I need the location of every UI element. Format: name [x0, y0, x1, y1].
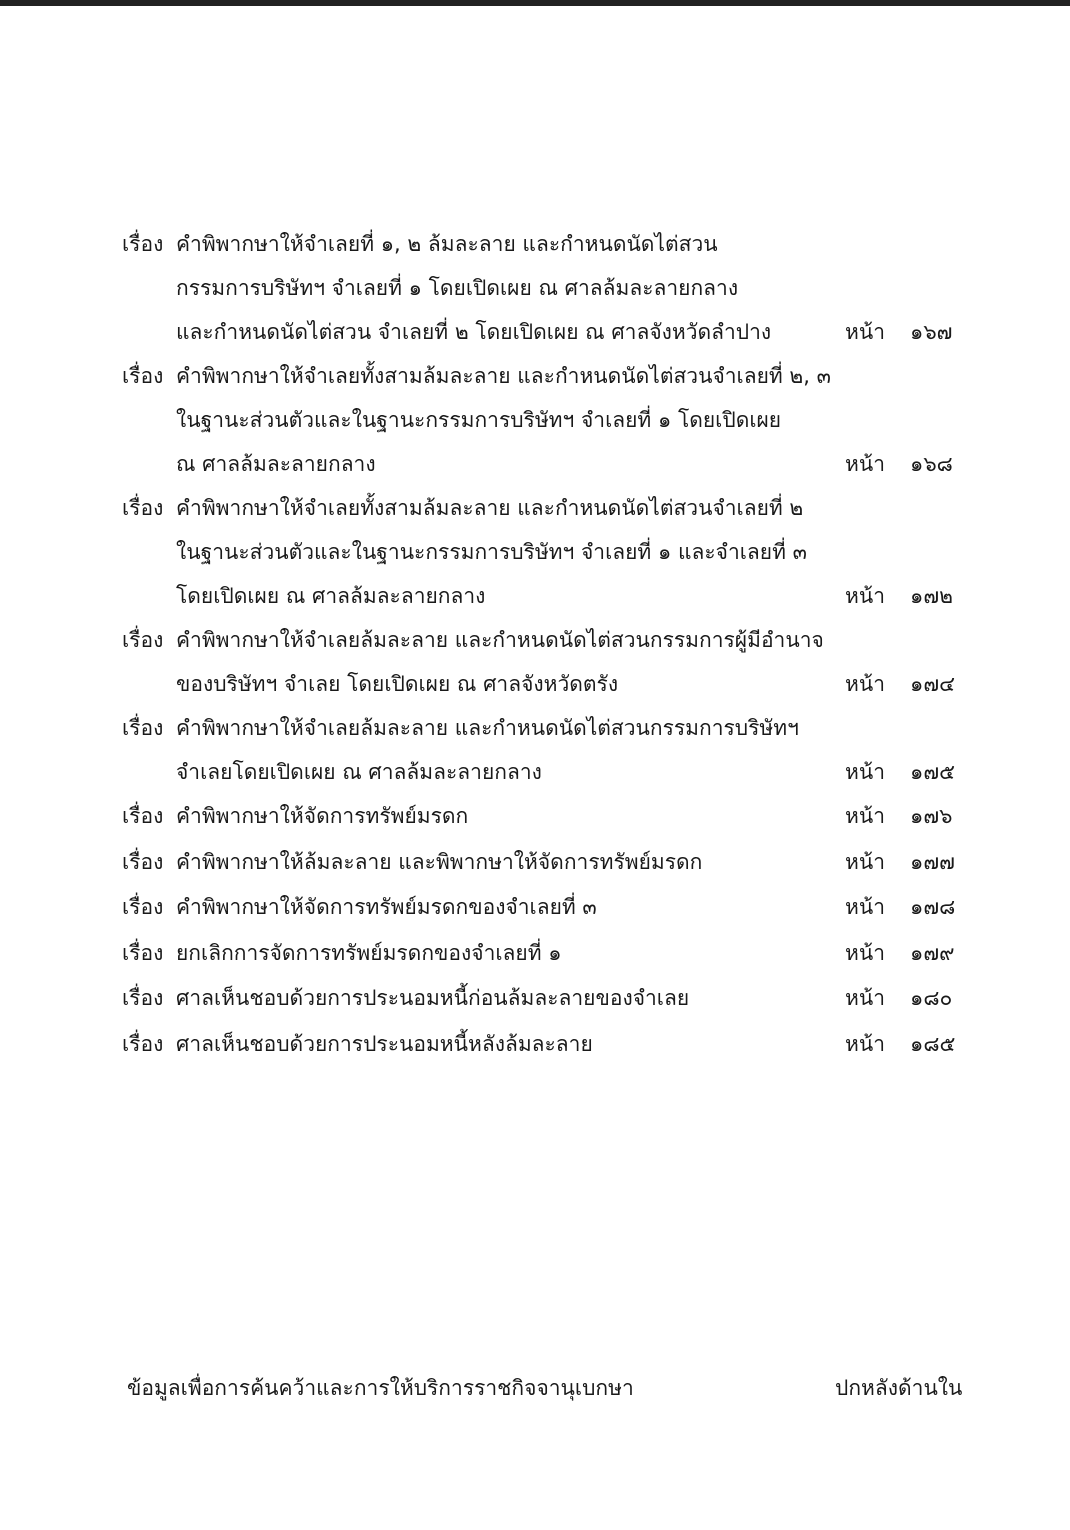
page-number: ๑๖๘ — [910, 452, 953, 476]
footer-source-note: ข้อมูลเพื่อการค้นคว้าและการให้บริการราชกิจจานุเบกษา — [127, 1376, 634, 1400]
entry-title-text: คำพิพากษาให้จัดการทรัพย์มรดก — [176, 804, 469, 828]
entry-title-text: ศาลเห็นชอบด้วยการประนอมหนี้หลังล้มละลาย — [176, 1031, 593, 1056]
page-number: ๑๘๐ — [910, 986, 953, 1010]
page-label: หน้า — [845, 986, 885, 1010]
entry-title-text: คำพิพากษาให้จำเลยทั้งสามล้มละลาย และกำหนดนัดไต่สวนจำเลยที่ ๒, ๓ — [176, 364, 831, 388]
toc-entry-line — [122, 662, 962, 706]
toc-entry-line — [122, 750, 962, 794]
page-number: ๑๗๙ — [910, 940, 955, 965]
page-number: ๑๖๗ — [910, 320, 953, 344]
page-label: หน้า — [845, 940, 885, 965]
table-of-contents — [122, 222, 962, 1067]
toc-entry-line — [122, 442, 962, 486]
toc-entry — [122, 976, 962, 1022]
entry-label: เรื่อง — [122, 940, 164, 965]
toc-entry-line — [122, 222, 962, 266]
entry-label: เรื่อง — [122, 628, 164, 652]
entry-title-text: คำพิพากษาให้จำเลยล้มละลาย และกำหนดนัดไต่สวนกรรมการบริษัทฯ — [176, 716, 799, 740]
entry-label: เรื่อง — [122, 716, 164, 740]
toc-entry — [122, 1022, 962, 1068]
entry-label: เรื่อง — [122, 804, 164, 828]
page-number: ๑๗๗ — [910, 849, 955, 874]
toc-entry — [122, 885, 962, 931]
entry-title-text: คำพิพากษาให้จำเลยล้มละลาย และกำหนดนัดไต่สวนกรรมการผู้มีอำนาจ — [176, 628, 824, 652]
page-label: หน้า — [845, 452, 885, 476]
entry-title-text: ยกเลิกการจัดการทรัพย์มรดกของจำเลยที่ ๑ — [176, 940, 562, 965]
toc-entry — [122, 486, 962, 618]
toc-entry-line — [122, 794, 962, 840]
entry-label: เรื่อง — [122, 849, 164, 874]
toc-entry-line — [122, 486, 962, 530]
page-label: หน้า — [845, 584, 885, 608]
entry-label: เรื่อง — [122, 232, 164, 256]
entry-label: เรื่อง — [122, 496, 164, 520]
entry-title-text: คำพิพากษาให้ล้มละลาย และพิพากษาให้จัดการทรัพย์มรดก — [176, 849, 703, 874]
toc-entry-line — [122, 840, 962, 886]
page-label: หน้า — [845, 320, 885, 344]
top-edge-rule — [0, 0, 1070, 6]
page-number: ๑๗๖ — [910, 804, 953, 828]
toc-entry-line — [122, 266, 962, 310]
page-label: หน้า — [845, 760, 885, 784]
entry-title-text: ของบริษัทฯ จำเลย โดยเปิดเผย ณ ศาลจังหวัดตรัง — [176, 672, 619, 696]
page-label: หน้า — [845, 849, 885, 874]
entry-label: เรื่อง — [122, 1031, 164, 1056]
toc-entry-line — [122, 574, 962, 618]
footer-page-position: ปกหลังด้านใน — [835, 1376, 963, 1400]
toc-entry-line — [122, 1022, 962, 1068]
entry-title-text: และกำหนดนัดไต่สวน จำเลยที่ ๒ โดยเปิดเผย ณ ศาลจังหวัดลำปาง — [176, 320, 772, 344]
entry-label: เรื่อง — [122, 364, 164, 388]
toc-entry — [122, 354, 962, 486]
page-label: หน้า — [845, 1031, 885, 1056]
page-number: ๑๗๕ — [910, 760, 956, 784]
entry-title-text: จำเลยโดยเปิดเผย ณ ศาลล้มละลายกลาง — [176, 760, 542, 784]
entry-title-text: ในฐานะส่วนตัวและในฐานะกรรมการบริษัทฯ จำเลยที่ ๑ และจำเลยที่ ๓ — [176, 540, 807, 564]
entry-label: เรื่อง — [122, 986, 164, 1010]
toc-entry-line — [122, 931, 962, 977]
page-label: หน้า — [845, 895, 885, 919]
toc-entry-line — [122, 310, 962, 354]
page-label: หน้า — [845, 804, 885, 828]
entry-title-text: โดยเปิดเผย ณ ศาลล้มละลายกลาง — [176, 584, 486, 608]
toc-entry-line — [122, 706, 962, 750]
entry-title-text: ในฐานะส่วนตัวและในฐานะกรรมการบริษัทฯ จำเลยที่ ๑ โดยเปิดเผย — [176, 408, 782, 432]
toc-entry — [122, 794, 962, 840]
toc-entry-line — [122, 398, 962, 442]
entry-title-text: ณ ศาลล้มละลายกลาง — [176, 452, 376, 476]
entry-title-text: ศาลเห็นชอบด้วยการประนอมหนี้ก่อนล้มละลายของจำเลย — [176, 986, 690, 1010]
toc-entry — [122, 840, 962, 886]
page-number: ๑๗๘ — [910, 895, 956, 919]
toc-entry — [122, 706, 962, 794]
page-number: ๑๘๕ — [910, 1031, 956, 1056]
toc-entry — [122, 931, 962, 977]
page-label: หน้า — [845, 672, 885, 696]
entry-label: เรื่อง — [122, 895, 164, 919]
toc-entry-line — [122, 354, 962, 398]
entry-title-text: คำพิพากษาให้จำเลยทั้งสามล้มละลาย และกำหนดนัดไต่สวนจำเลยที่ ๒ — [176, 496, 804, 520]
page-number: ๑๗๒ — [910, 584, 953, 608]
toc-entry-line — [122, 530, 962, 574]
entry-title-text: คำพิพากษาให้จัดการทรัพย์มรดกของจำเลยที่ ๓ — [176, 895, 597, 919]
toc-entry-line — [122, 618, 962, 662]
entry-title-text: คำพิพากษาให้จำเลยที่ ๑, ๒ ล้มละลาย และกำหนดนัดไต่สวน — [176, 232, 718, 256]
toc-entry-line — [122, 885, 962, 931]
entry-title-text: กรรมการบริษัทฯ จำเลยที่ ๑ โดยเปิดเผย ณ ศาลล้มละลายกลาง — [176, 276, 739, 300]
toc-entry — [122, 618, 962, 706]
toc-entry-line — [122, 976, 962, 1022]
toc-entry — [122, 222, 962, 354]
page-number: ๑๗๔ — [910, 672, 956, 696]
